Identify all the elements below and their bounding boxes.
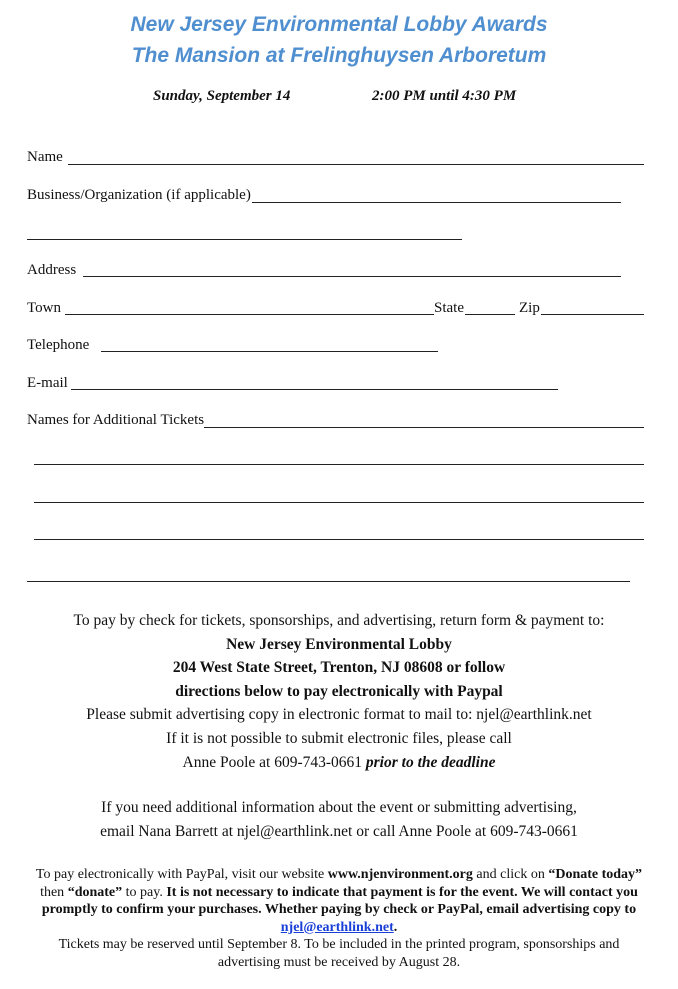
email-link[interactable]: njel@earthlink.net	[280, 919, 394, 935]
email-line[interactable]	[71, 389, 558, 390]
info-line-2: email Nana Barrett at njel@earthlink.net or call Anne Poole at 609-743-0661	[100, 822, 578, 840]
telephone-label: Telephone	[27, 337, 90, 353]
donate-today-text: “Donate today”	[548, 867, 643, 882]
business-line[interactable]	[252, 202, 621, 203]
info-line-1: If you need additional information about the event or submitting advertising,	[101, 799, 577, 816]
event-date-line	[0, 88, 678, 108]
paypal-text-a: To pay electronically with PayPal, visit our website	[35, 867, 328, 882]
event-title: New Jersey Environmental Lobby Awards	[130, 13, 548, 36]
or-follow-text: or follow	[442, 659, 506, 677]
business-line-2[interactable]	[27, 239, 462, 240]
email-label: E-mail	[27, 375, 68, 391]
address-line[interactable]	[83, 276, 621, 277]
reservation-deadline-text: Tickets may be reserved until September 8. To be included in the printed program, sponsorships and advertising must be received by August 28.	[58, 937, 620, 970]
paypal-text-c: then	[40, 884, 68, 900]
state-label: State	[434, 300, 464, 316]
business-label: Business/Organization (if applicable)	[27, 187, 251, 203]
org-address: 204 West State Street, Trenton, NJ 08608	[172, 659, 443, 677]
event-date: Sunday, September 14	[153, 88, 291, 104]
state-line[interactable]	[465, 314, 515, 315]
additional-info	[0, 796, 678, 843]
org-address-line	[0, 656, 678, 680]
call-line	[0, 751, 678, 775]
period: .	[393, 919, 398, 935]
deadline-text: prior to the deadline	[365, 753, 496, 771]
name-label: Name	[27, 149, 63, 165]
additional-names-line-5[interactable]	[27, 581, 630, 582]
paypal-text-d: to pay.	[122, 884, 167, 900]
additional-names-line[interactable]	[204, 427, 644, 428]
additional-names-line-4[interactable]	[34, 539, 644, 540]
not-possible-text: If it is not possible to submit electronic files, please call	[166, 729, 512, 747]
venue-title: The Mansion at Frelinghuysen Arboretum	[131, 44, 547, 67]
zip-line[interactable]	[541, 314, 644, 315]
address-label: Address	[27, 262, 77, 278]
town-label: Town	[27, 300, 61, 316]
additional-names-line-3[interactable]	[34, 502, 644, 503]
paypal-footer	[28, 866, 650, 971]
org-name: New Jersey Environmental Lobby	[226, 635, 452, 653]
telephone-line[interactable]	[101, 351, 438, 352]
additional-names-line-2[interactable]	[34, 464, 644, 465]
check-instructions: To pay by check for tickets, sponsorships, and advertising, return form & payment to:	[73, 612, 605, 629]
payment-instructions	[0, 609, 678, 774]
submit-copy-text: Please submit advertising copy in electronic format to mail to: njel@earthlink.net	[86, 706, 592, 724]
additional-names-label: Names for Additional Tickets	[27, 412, 205, 428]
paypal-text-b: and click on	[472, 867, 549, 882]
zip-label: Zip	[519, 300, 540, 316]
website-link[interactable]: www.njenvironment.org	[327, 867, 473, 882]
paypal-bold-text: It is not necessary to indicate that payment is for the event. We will contact you promptly to confirm your purchases. Whether paying by check or PayPal, email advertising copy to	[41, 884, 638, 917]
call-prefix: Anne Poole at 609-743-0661	[182, 753, 366, 771]
paypal-paragraph	[28, 866, 650, 936]
paypal-directions: directions below to pay electronically with Paypal	[175, 682, 503, 700]
name-line[interactable]	[68, 164, 644, 165]
town-line[interactable]	[65, 314, 434, 315]
donate-text: “donate”	[67, 884, 123, 900]
event-time: 2:00 PM until 4:30 PM	[372, 88, 517, 104]
